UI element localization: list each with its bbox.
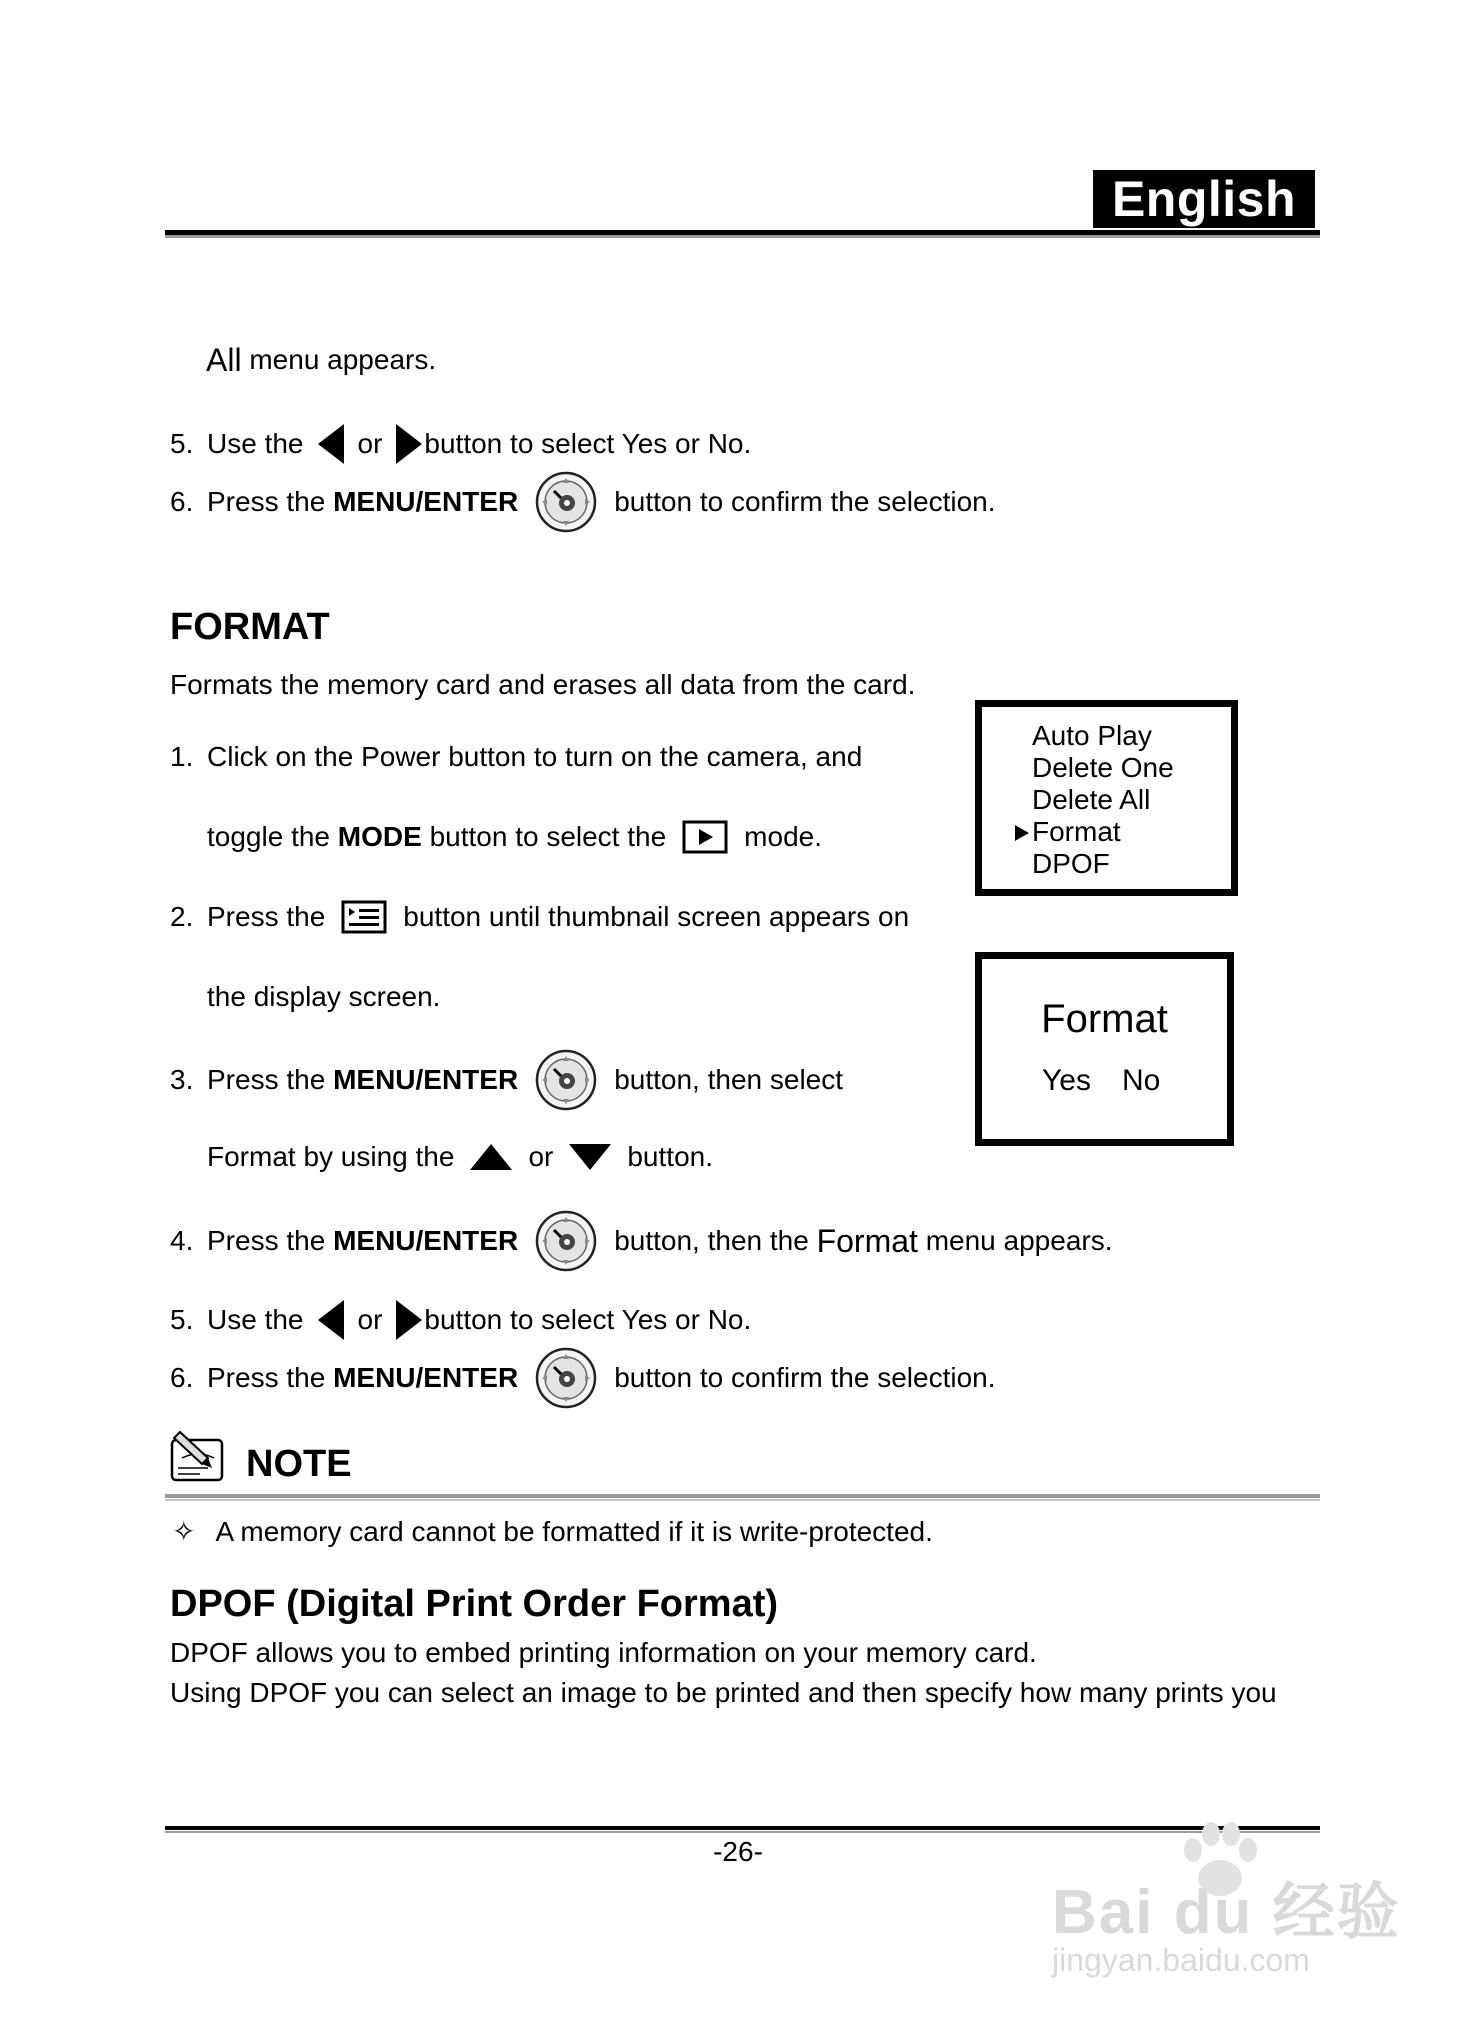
format-intro: Formats the memory card and erases all data from the card. <box>170 669 916 700</box>
lcd-format-confirm <box>975 952 1234 1146</box>
left-arrow-icon <box>318 1300 344 1340</box>
lcd-menu-item-selected: Format <box>1032 816 1121 847</box>
right-arrow-icon <box>396 1300 422 1340</box>
dpof-line-2: Using DPOF you can select an image to be printed and then specify how many prints you <box>170 1677 1277 1708</box>
note-rule-shadow <box>165 1499 1320 1501</box>
format-step-4: 4. Press the MENU/ENTER button, then the Format menu appears. <box>170 1209 1113 1273</box>
menu-enter-icon <box>534 1048 598 1112</box>
watermark-logo: Bai du 经验 <box>1052 1878 1401 1947</box>
menu-enter-icon <box>534 470 598 534</box>
format-step-6: 6. Press the MENU/ENTER button to confirm the selection. <box>170 1346 996 1410</box>
lcd-menu-item: Auto Play <box>1032 720 1152 751</box>
format-heading: FORMAT <box>170 606 330 648</box>
lcd-format-title: Format <box>1041 997 1168 1041</box>
bullet-icon: ✧ <box>172 1516 196 1547</box>
continuation-line: All menu appears. <box>206 342 437 378</box>
format-step-5: 5. Use the or button to select Yes or No. <box>170 1300 751 1340</box>
footer-rule-shadow <box>165 1831 1320 1833</box>
format-step-2-cont: the display screen. <box>207 981 441 1012</box>
up-arrow-icon <box>470 1144 512 1170</box>
dpof-heading: DPOF (Digital Print Order Format) <box>170 1583 779 1625</box>
format-step-1: 1. Click on the Power button to turn on the camera, and <box>170 741 863 772</box>
note-title: NOTE <box>246 1443 352 1485</box>
menu-list-icon <box>341 900 387 934</box>
lcd-yes-option: Yes <box>1042 1064 1091 1097</box>
page-number: -26- <box>713 1836 763 1867</box>
footer-rule <box>165 1826 1320 1830</box>
format-step-2: 2. Press the button until thumbnail screen appears on <box>170 901 910 932</box>
right-arrow-icon <box>396 424 422 464</box>
format-step-1-cont: toggle the MODE button to select the mode. <box>207 821 822 852</box>
playback-mode-icon <box>682 820 728 854</box>
top-step-6: 6. Press the MENU/ENTER button to confirm the selection. <box>170 470 996 534</box>
note-icon <box>168 1428 228 1484</box>
watermark-url: jingyan.baidu.com <box>1052 1942 1310 1978</box>
top-step-5: 5. Use the or button to select Yes or No. <box>170 424 751 464</box>
left-arrow-icon <box>318 424 344 464</box>
note-rule <box>165 1494 1320 1498</box>
selection-arrow-icon <box>1015 825 1029 841</box>
format-step-3: 3. Press the MENU/ENTER button, then select <box>170 1048 843 1112</box>
format-step-3-cont: Format by using the or button. <box>207 1141 713 1172</box>
lcd-no-option: No <box>1122 1064 1161 1097</box>
lcd-menu-item: Delete One <box>1032 752 1174 783</box>
down-arrow-icon <box>569 1144 611 1170</box>
language-label: English <box>1093 170 1315 228</box>
menu-enter-icon <box>534 1209 598 1273</box>
menu-enter-icon <box>534 1346 598 1410</box>
lcd-menu-item: Delete All <box>1032 784 1151 815</box>
dpof-line-1: DPOF allows you to embed printing information on your memory card. <box>170 1637 1037 1668</box>
note-bullet: ✧ A memory card cannot be formatted if it is write-protected. <box>172 1516 933 1547</box>
lcd-menu-item: DPOF <box>1032 848 1110 879</box>
header-rule-shadow <box>165 235 1320 238</box>
lcd-playback-menu <box>975 700 1238 896</box>
